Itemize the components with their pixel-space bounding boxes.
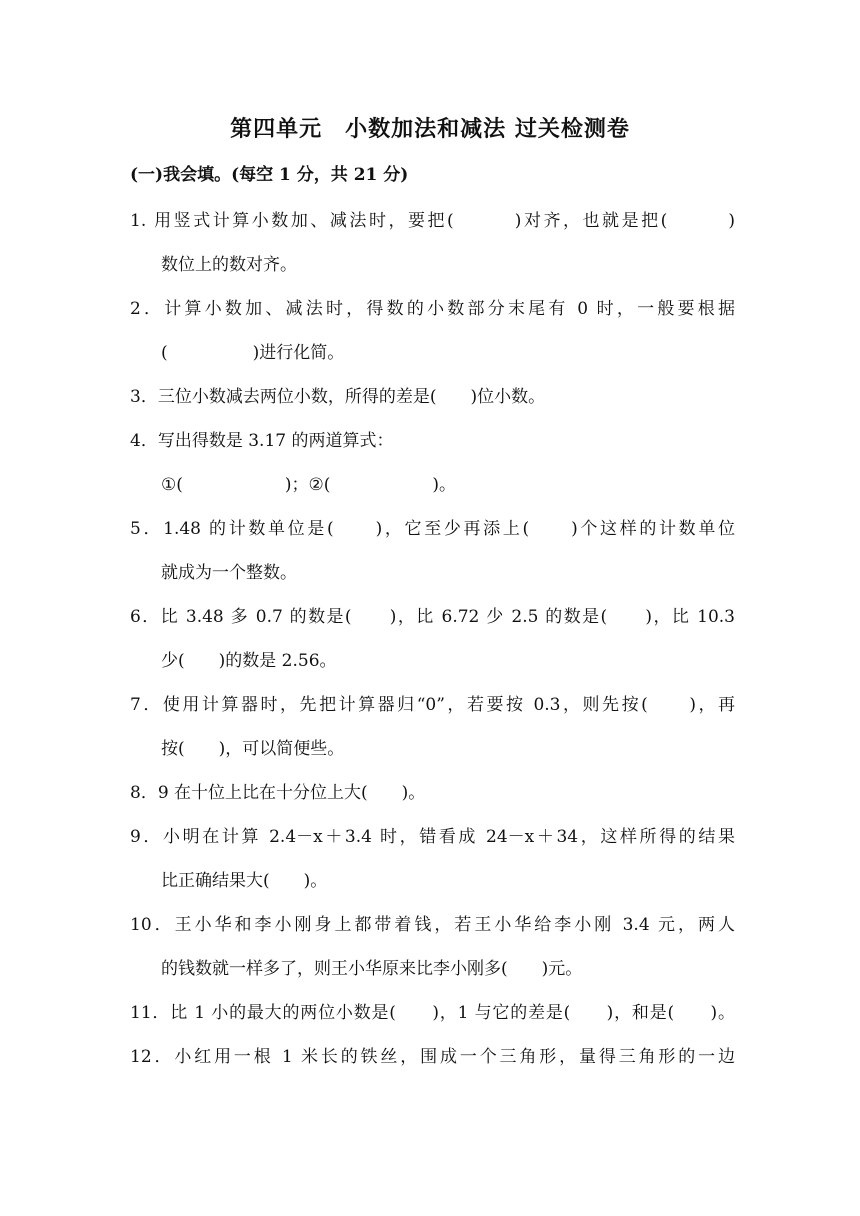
question-line: 4．写出得数是 3.17 的两道算式： xyxy=(130,431,394,451)
question-7 xyxy=(130,693,735,781)
page-title: 第四单元 小数加法和减法 过关检测卷 xyxy=(230,117,630,142)
question-line: 6．比 3.48 多 0.7 的数是( )，比 6.72 少 2.5 的数是( )，比 10.3 xyxy=(130,607,735,627)
section-heading: (一)我会填。(每空 1 分，共 21 分) xyxy=(130,165,409,185)
question-line: 1. 用竖式计算小数加、减法时，要把( )对齐，也就是把( ) xyxy=(130,211,735,231)
question-line: ①( )；②( )。 xyxy=(161,475,457,495)
question-line: 11．比 1 小的最大的两位小数是( )，1 与它的差是( )，和是( )。 xyxy=(130,1003,735,1023)
question-line: 7．使用计算器时，先把计算器归“0”，若要按 0.3，则先按( )，再 xyxy=(130,695,735,715)
question-line: 8．9 在十位上比在十分位上大( )。 xyxy=(130,783,426,803)
question-9 xyxy=(130,825,735,913)
question-1 xyxy=(130,209,735,297)
question-5 xyxy=(130,517,735,605)
question-line: 的钱数就一样多了，则王小华原来比李小刚多( )元。 xyxy=(161,959,583,979)
question-12 xyxy=(130,1045,735,1089)
question-line: 比正确结果大( )。 xyxy=(161,871,328,891)
question-line: 就成为一个整数。 xyxy=(161,563,297,583)
question-line: 按( )，可以简便些。 xyxy=(161,739,345,759)
question-line: 少( )的数是 2.56。 xyxy=(161,651,337,671)
question-3 xyxy=(130,385,735,429)
question-11 xyxy=(130,1001,735,1045)
question-line: 3．三位小数减去两位小数，所得的差是( )位小数。 xyxy=(130,387,546,407)
question-6 xyxy=(130,605,735,693)
question-line: 12．小红用一根 1 米长的铁丝，围成一个三角形，量得三角形的一边 xyxy=(130,1047,735,1067)
question-4 xyxy=(130,429,735,517)
question-line: 10．王小华和李小刚身上都带着钱，若王小华给李小刚 3.4 元，两人 xyxy=(130,915,735,935)
question-8 xyxy=(130,781,735,825)
question-2 xyxy=(130,297,735,385)
question-line: 2．计算小数加、减法时，得数的小数部分末尾有 0 时，一般要根据 xyxy=(130,299,735,319)
question-line: ( )进行化简。 xyxy=(161,343,345,363)
question-line: 数位上的数对齐。 xyxy=(161,255,297,275)
question-line: 9．小明在计算 2.4－x＋3.4 时，错看成 24－x＋34，这样所得的结果 xyxy=(130,827,735,847)
question-line: 5．1.48 的计数单位是( )，它至少再添上( )个这样的计数单位 xyxy=(130,519,735,539)
question-10 xyxy=(130,913,735,1001)
